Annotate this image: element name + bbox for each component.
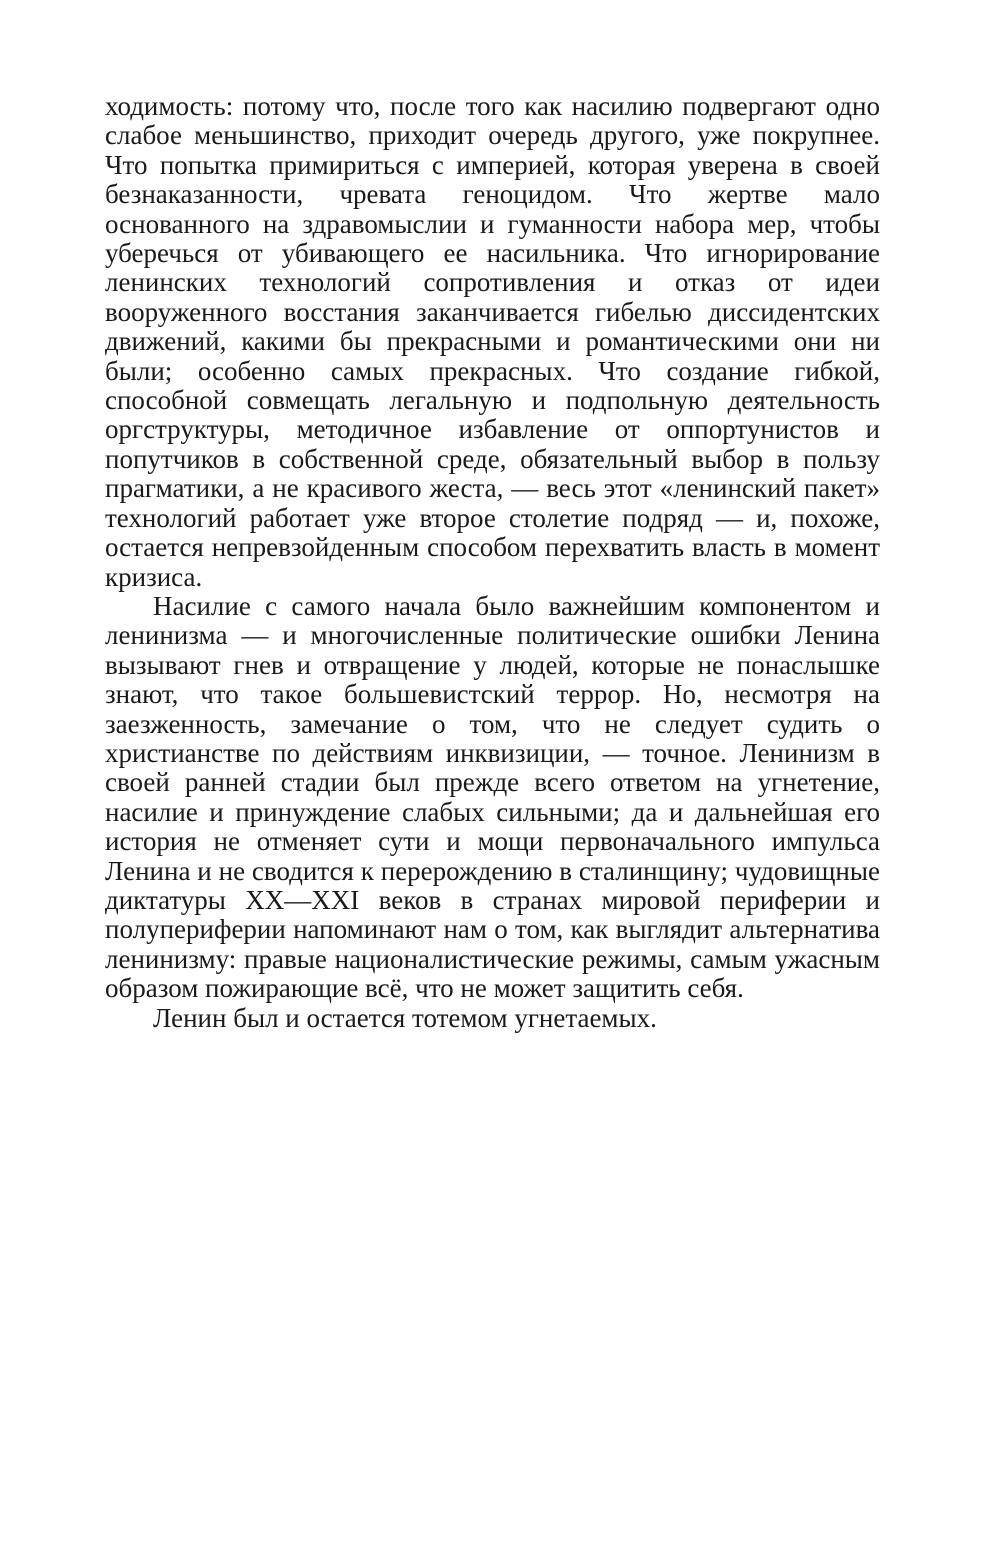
- paragraph-closing-line: Ленин был и остается тотемом угнетаемых.: [153, 1002, 657, 1033]
- body-text: [105, 92, 880, 1033]
- paragraph-violence-leninism: Насилие с самого начала было важнейшим компонентом и ленинизма — и многочисленные политические ошибки Ленина вызывают гнев и отвращение у людей, которые не понаслышке знают, что такое большевистский террор. Но, несмотря на заезженность, замечание о том, что не следует судить о христианстве по действиям инквизиции, — точное. Ленинизм в своей ранней стадии был прежде всего ответом на угнетение, насилие и принуждение слабых сильными; да и дальнейшая его история не отменяет сути и мощи первоначального импульса Ленина и не сводится к перерождению в сталинщину; чудовищные диктатуры XX—XXI веков в странах мировой периферии и полупериферии напоминают нам о том, как выглядит альтернатива ленинизму: правые националистические режимы, самым ужасным образом пожирающие всё, что не может защитить себя.: [105, 590, 880, 1004]
- paragraph-continuation: ходимость: потому что, после того как насилию подвергают одно слабое меньшинство, приходит очередь другого, уже покрупнее. Что попытка примириться с империей, которая уверена в своей безнаказанности, чревата геноцидом. Что жертве мало основанного на здравомыслии и гуманности набора мер, чтобы уберечься от убивающего ее насильника. Что игнорирование ленинских технологий сопротивления и отказ от идеи вооруженного восстания заканчивается гибелью диссидентских движений, какими бы прекрасными и романтическими они ни были; особенно самых прекрасных. Что создание гибкой, способной совмещать легальную и подпольную деятельность оргструктуры, методичное избавление от оппортунистов и попутчиков в собственной среде, обязательный выбор в пользу прагматики, а не красивого жеста, — весь этот «ленинский пакет» технологий работает уже второе столетие подряд — и, похоже, остается непревзойденным способом перехватить власть в момент кризиса.: [105, 91, 880, 592]
